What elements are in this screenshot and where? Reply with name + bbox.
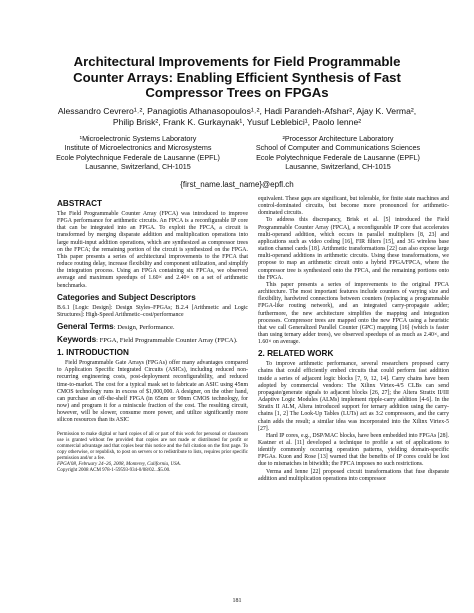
body-paragraph: This paper presents a series of improvements to the original FPCA architecture. The most important features include counters of varying size and flexibility, hardwired connections between counters (replacing a programmable FPGA-like routing network), and an integrated carry-propagate adder; furthermore, the new architecture simplifies the mapping and integration processes. Compressor trees are mapped onto the new FPCA using a heuristic that we call Generalized Parallel Counter (GPC) mapping [16] (which is faster than using ternary adder trees), we observed speedups of as much as 2.40×, and 1.60× on average. <box>258 281 449 346</box>
categories-heading: Categories and Subject Descriptors <box>57 292 196 302</box>
general-terms-heading: General Terms <box>57 322 114 332</box>
copyright-line: Copyright 2008 ACM 978-1-59593-934-0/08/02...$5.00. <box>57 467 171 473</box>
body-paragraph: To address this discrepancy, Brisk et al. [5] introduced the Field Programmable Counter Array (FPCA), a reconfigurable IP core that accelerates multi-operand addition, which occurs in parallel multipliers [8, 23] and applications such as video coding [16], FIR filters [15], and 3G wireless base station channel cards [18]. Arithmetic transformations [22] can also expose large multi-operand additions in arithmetic circuits. Using these transformations, we propose to map an arithmetic circuit onto a hybrid FPGA/FPCA, where the compressor tree is synthesized onto the FPCA, and the remaining portions onto the FPGA. <box>258 217 449 281</box>
keywords <box>57 336 248 345</box>
title-line: Compressor Trees on FPGAs <box>145 85 329 100</box>
introduction-heading: 1. INTRODUCTION <box>57 348 129 358</box>
abstract-text: The Field Programmable Counter Array (FPCA) was introduced to improve FPGA performance for arithmetic circuits. An FPCA is a reconfigurable IP core that can be integrated into an FPGA. To exploit the FPCA, a circuit is transformed by merging disparate addition and multiplication operations into large multi-input addition operations, which are synthesized as compressor trees on the FPCA; the remaining portion of the circuit is synthesized on the FPGA. This paper presents a series of architectural improvements to the FPCA that reduce routing delay, increase flexibility and component utilization, and simplify the integration process. Using an FPGA containing six FPCAs, we observed average and maximum speedups of 1.60× and 2.40× on a set of arithmetic benchmarks. <box>57 211 248 289</box>
body-paragraph: Hard IP cores, e.g., DSP/MAC blocks, have been embedded into FPGAs [28]. Kastner et al. [11] developed a technique to profile a set of applications to identify commonly occurring operation patterns, yielding domain-specific FPGAs. Kuon and Rose [13] warned that the benefits of IP cores could be lost due to mismatches in bitwidth; the FPCA imposes no such restrictions. <box>258 432 449 468</box>
authors-line: Alessandro Cevrero¹˒², Panagiotis Athanasopoulos¹˒², Hadi Parandeh-Afshar², Ajay K. Verma², <box>57 106 417 116</box>
author-list <box>20 106 454 128</box>
title-line: Counter Arrays: Enabling Efficient Synthesis of Fast <box>73 69 401 85</box>
keywords-heading: Keywords <box>57 335 97 345</box>
keywords-text: : FPGA, Field Programmable Counter Array (FPCA). <box>96 337 238 345</box>
affiliation-line: School of Computer and Communications Sciences <box>255 143 421 153</box>
conference-line: FPGA'08, February 24–26, 2008, Monterey, California, USA. <box>57 461 181 467</box>
affiliation-line: Ecole Polytechnique Federale de Lausanne (EPFL) <box>56 152 220 162</box>
body-paragraph: Verma and Ienne [22] proposed circuit transformations that fuse disparate addition and multiplication operations into compressor <box>258 468 449 482</box>
categories-text: B.6.1 [Logic Design]: Design Styles–FPGAs; B.2.4 [Arithmetic and Logic Structures]: High-Speed Arithmetic–cost/performance <box>57 304 248 318</box>
general-terms-text: : Design, Performance. <box>113 324 175 332</box>
affiliation-1 <box>38 134 238 172</box>
affiliation-2 <box>238 134 438 172</box>
authors-line: Philip Brisk², Frank K. Gurkaynak¹, Yusuf Leblebici¹, Paolo Ienne² <box>112 117 362 127</box>
permission-text: Permission to make digital or hard copies of all or part of this work for personal or classroom use is granted without fee provided that copies are not made or distributed for profit or commercial advantage and that copies bear this notice and the full citation on the first page. To copy otherwise, or republish, to post on servers or to redistribute to lists, requires prior specific permission and/or a fee. <box>57 432 248 462</box>
title-line: Architectural Improvements for Field Programmable <box>73 54 401 69</box>
affiliation-line: Lausanne, Switzerland, CH-1015 <box>285 162 391 172</box>
affiliation-line: Institute of Microelectronics and Microsystems <box>64 143 212 153</box>
body-paragraph: To improve arithmetic performance, several researchers proposed carry chains that could efficiently embed circuits that could perform fast addition inside a series of adjacent logic blocks [7, 9, 12, 14]. Carry chains have been adopted by commercial vendors: The Xilinx Virtex-4/5 CLBs can send propagate/generate signals to adjacent blocks [26, 27]; the Altera Stratix II/III Adaptive Logic Modules (ALMs) implement ripple-carry addition [4-6]. In the Stratix II ALM, Altera introduced support for ternary addition using the carry-chains [1, 2] The Look-Up Tables (LUTs) act as 3:2 compressors, and the carry chain adds the result; a similar idea was incorporated into the Xilinx Virtex-5 [27]. <box>258 361 449 432</box>
author-email: {first_name.last_name}@epfl.ch <box>180 180 294 189</box>
affiliation-line: Lausanne, Switzerland, CH-1015 <box>85 162 191 172</box>
abstract-heading: ABSTRACT <box>57 199 103 208</box>
general-terms <box>57 323 248 332</box>
left-column <box>57 196 248 474</box>
related-work-heading: 2. RELATED WORK <box>258 349 334 359</box>
introduction-text: Field Programmable Gate Arrays (FPGAs) offer many advantages compared to Application Specific Integrated Circuits (ASICs), including reduced non-recurring engineering costs, post-deployment reconfigurability, and reduced time-to-market. The cost for a typical mask set to fabricate an ASIC using 45nm CMOS technology runs in excess of $1,000,000. A designer, on the other hand, can purchase an off-the-shelf FPGA (in 65nm or 90nm CMOS technology, for now) and program it for a miniscule fraction of the cost. The resulting circuit, however, will be slower, consume more power, and utilize significantly more silicon resources than its ASIC <box>57 360 248 424</box>
permission-footnote <box>57 432 248 473</box>
affiliation-line: ²Processor Architecture Laboratory <box>282 134 394 143</box>
body-paragraph: equivalent. These gaps are significant, but tolerable, for finite state machines and control-dominated circuits, but become more pronounced for arithmetic-dominated circuits. <box>258 196 449 217</box>
affiliation-line: ¹Microelectronic Systems Laboratory <box>79 134 197 143</box>
affiliation-line: Ecole Polytechnique Federale de Lausanne (EPFL) <box>256 152 420 162</box>
paper-title <box>20 54 454 101</box>
page-number: 181 <box>232 598 242 604</box>
right-column <box>258 196 449 483</box>
